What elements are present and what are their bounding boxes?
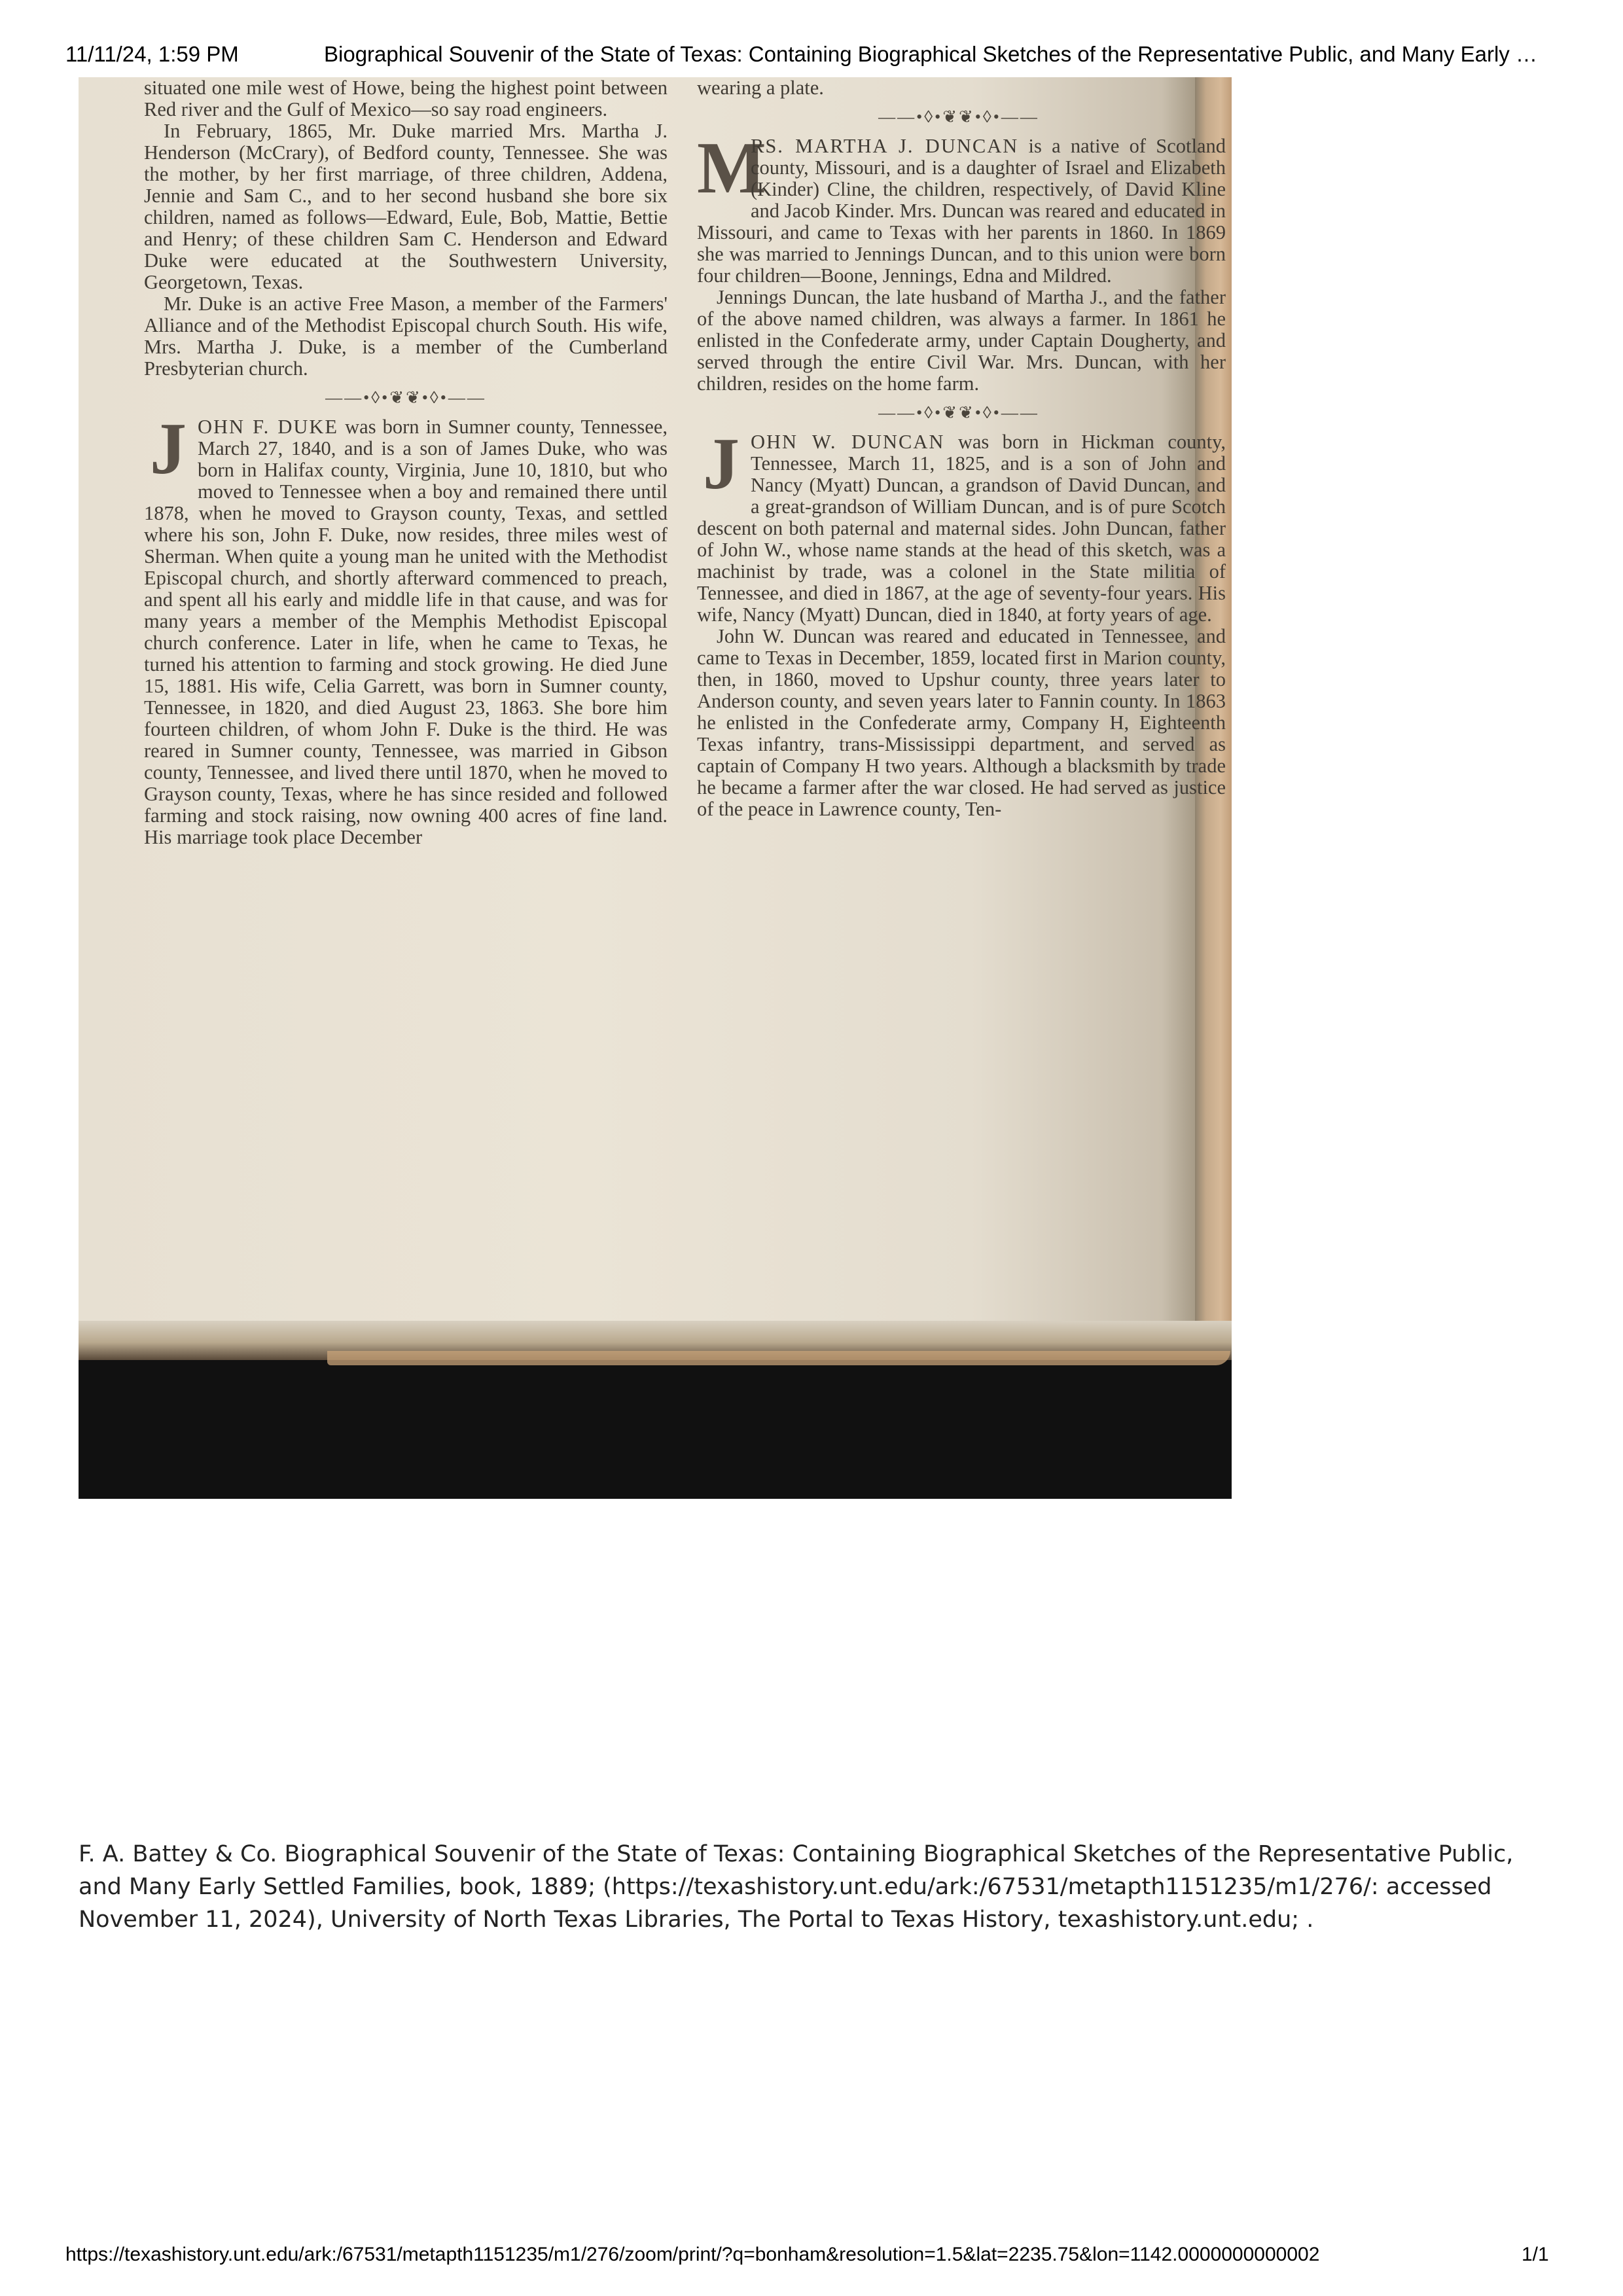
paragraph: wearing a plate. — [697, 77, 824, 99]
scanned-page-image — [79, 77, 1232, 1499]
paragraph: RS. MARTHA J. DUNCAN is a native of Scotland county, Missouri, and is a daughter of Israel and Elizabeth (Kinder) Cline, the children, respectively, of David Kline and Jacob Kinder. Mrs. Duncan was reared and educated in Missouri, and came to Texas with her parents in 1860. In 1869 she was married to Jennings Duncan, and to this union were born four children—Boone, Jennings, Edna and Mildred. — [697, 135, 1226, 287]
paragraph: OHN F. DUKE was born in Sumner county, Tennessee, March 27, 1840, and is a son of James Duke, who was born in Halifax county, Virginia, June 10, 1810, but who moved to Tennessee when a boy and remained there until 1878, when he moved to Grayson county, Texas, and settled where his son, John F. Duke, now resides, three miles west of Sherman. When quite a young man he united with the Methodist Episcopal church, and shortly afterward commenced to preach, and spent all his early and middle life in that cause, and was for many years a member of the Memphis Methodist Episcopal church conference. Later in life, when he came to Texas, he turned his attention to farming and stock growing. He died June 15, 1881. His wife, Celia Garrett, was born in Sumner county, Tennessee, in 1820, and died August 23, 1863. She bore him fourteen children, of whom John F. Duke is the third. He was reared in Sumner county, Tennessee, was married in Gibson county, Tennessee, and lived there until 1870, when he moved to Grayson county, Texas, where he has since resided and followed farming and stock raising, now owning 400 acres of fine land. His marriage took place December — [144, 416, 668, 848]
drop-cap-initial: M — [697, 128, 766, 209]
right-column — [697, 77, 1226, 820]
biography-martha-j-duncan — [697, 128, 1226, 395]
paragraph: situated one mile west of Howe, being the highest point between Red river and the Gulf of Mexico—so say road engineers. — [144, 77, 668, 120]
page-count: 1/1 — [1522, 2244, 1549, 2265]
print-title: Biographical Souvenir of the State of Texas: Containing Biographical Sketches of the Representative Public, and Many Early … — [324, 42, 1537, 66]
print-date: 11/11/24, 1:59 PM — [65, 42, 239, 66]
biography-john-w-duncan — [697, 423, 1226, 820]
drop-cap-initial: J — [150, 408, 187, 490]
subject-name: OHN F. DUKE — [198, 416, 339, 438]
paragraph: John W. Duncan was reared and educated in Tennessee, and came to Texas in December, 1859, located first in Marion county, then, in 1860, moved to Upshur county, three years later to Anderson county, and seven years later to Fannin county. In 1863 he enlisted in the Confederate army, Company H, Eighteenth Texas infantry, trans-Mississippi department, and served as captain of Company H two years. Although a blacksmith by trade he became a farmer after the war closed. He had served as justice of the peace in Lawrence county, Ten- — [697, 625, 1226, 820]
subject-name: RS. MARTHA J. DUNCAN — [751, 135, 1019, 157]
biography-john-f-duke — [144, 408, 668, 848]
torn-edge — [327, 1351, 1230, 1365]
ornament-divider: ——•◊•❦❦•◊•—— — [878, 107, 1039, 126]
citation-text: F. A. Battey & Co. Biographical Souvenir of the State of Texas: Containing Biographical Sketches of the Representative Public, and Many Early Settled Families, book, 1889; (https://texashistory.unt.edu/ark:/67531/metapth1151235/m1/276/: accessed November 11, 2024), University of North Texas Libraries, The Portal to Texas History, texashistory.unt.edu; . — [79, 1841, 1514, 1933]
ornament-divider: ——•◊•❦❦•◊•—— — [325, 388, 486, 407]
paragraph: Mr. Duke is an active Free Mason, a member of the Farmers' Alliance and of the Methodist Episcopal church South. His wife, Mrs. Martha J. Duke, is a member of the Cumberland Presbyterian church. — [144, 293, 668, 380]
left-column — [144, 77, 668, 848]
paragraph: In February, 1865, Mr. Duke married Mrs. Martha J. Henderson (McCrary), of Bedford county, Tennessee. She was the mother, by her first marriage, of three children, Addena, Jennie and Sam C., and to her second husband she bore six children, named as follows—Edward, Eule, Bob, Mattie, Bettie and Henry; of these children Sam C. Henderson and Edward Duke were educated at the Southwestern University, Georgetown, Texas. — [144, 120, 668, 293]
paragraph: Jennings Duncan, the late husband of Martha J., and the father of the above named children, was always a farmer. In 1861 he enlisted in the Confederate army, under Captain Dougherty, and served through the entire Civil War. Mrs. Duncan, with her children, resides on the home farm. — [697, 286, 1226, 395]
subject-name: OHN W. DUNCAN — [751, 431, 945, 453]
print-url: https://texashistory.unt.edu/ark:/67531/metapth1151235/m1/276/zoom/print/?q=bonham&resolution=1.5&lat=2235.75&lon=1142.0000000000002 — [65, 2244, 1320, 2265]
drop-cap-initial: J — [703, 423, 740, 505]
ornament-divider: ——•◊•❦❦•◊•—— — [878, 403, 1039, 422]
paragraph: OHN W. DUNCAN was born in Hickman county, Tennessee, March 11, 1825, and is a son of John and Nancy (Myatt) Duncan, a grandson of David Duncan, and a great-grandson of William Duncan, and is of pure Scotch descent on both paternal and maternal sides. John Duncan, father of John W., whose name stands at the head of this sketch, was a machinist by trade, was a colonel in the State militia of Tennessee, and died in 1867, at the age of seventy-four years. His wife, Nancy (Myatt) Duncan, died in 1840, at forty years of age. — [697, 431, 1226, 626]
